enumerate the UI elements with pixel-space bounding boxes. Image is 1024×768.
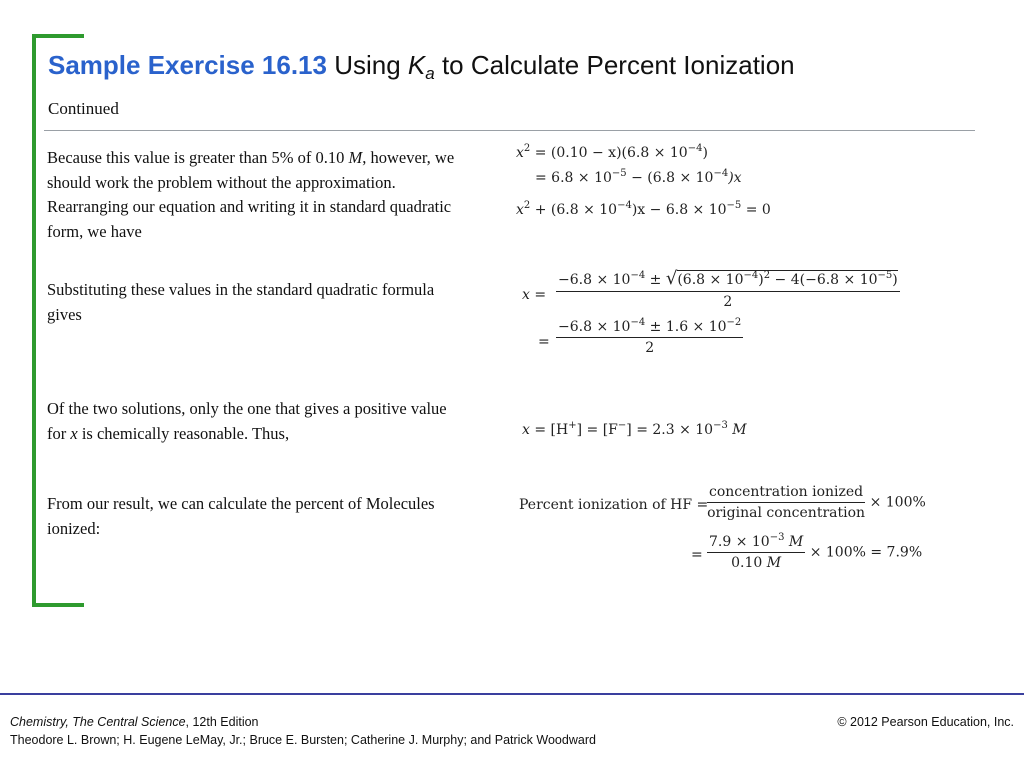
k-symbol: $K_a$ [407, 50, 435, 83]
paragraph-4: From our result, we can calculate the percent of Molecules ionized: [47, 494, 435, 538]
equation-percent-ionization: Percent ionization of HF = $\frac{\text{concentration ionized}}{\text{original concentration}}$ × 100% = $\frac{7.9 \times 10^{-3} M}{0.10 M}$ × 100% = 7.9% [519, 484, 926, 571]
exercise-label: Sample Exercise 16.13 [48, 50, 327, 80]
slide-title [48, 50, 795, 84]
footer-divider [0, 693, 1024, 695]
footer-book-title: Chemistry, The Central Science, 12th Edition [10, 715, 259, 729]
paragraph-3: Of the two solutions, only the one that gives a positive value for x is chemically reasonable. Thus, [47, 399, 447, 443]
continued-label: Continued [48, 99, 119, 118]
paragraph-2: Substituting these values in the standard quadratic formula gives [47, 280, 435, 324]
title-text-before: Using [334, 50, 408, 80]
equation-quadratic-form: $x^2 = (0.10 - x)(6.8 \times 10^{-4})$ = $6.8 \times 10^{-5} - (6.8 \times 10^{-4})x$ $x^2 + (6.8 \times 10^{-4})x - 6.8 \times 10^{-5} = 0$ [516, 143, 771, 218]
footer-authors: Theodore L. Brown; H. Eugene LeMay, Jr.; Bruce E. Bursten; Catherine J. Murphy; and Patrick Woodward [10, 733, 596, 747]
paragraph-1: Because this value is greater than 5% of 0.10 M, however, we should work the problem without the approximation. Rearranging our equation and writing it in standard quadratic form, we have [47, 148, 455, 241]
header-divider [44, 130, 975, 131]
footer-copyright: © 2012 Pearson Education, Inc. [837, 715, 1014, 729]
equation-quadratic-formula: x = $\frac{-6.8 \times 10^{-4} \pm √(6.8 \times 10^{-4})^2 - 4(-6.8 \times 10^{-5})}{2}$ = $\frac{-6.8 \times 10^{-4} \pm 1.6 \times 10^{-2}}{2}$ [522, 268, 898, 356]
title-text-after: to Calculate Percent Ionization [434, 50, 795, 80]
equation-h-concentration: $x = [H^+] = [F^-] = 2.3 \times 10^{-3}$ M [522, 420, 747, 438]
